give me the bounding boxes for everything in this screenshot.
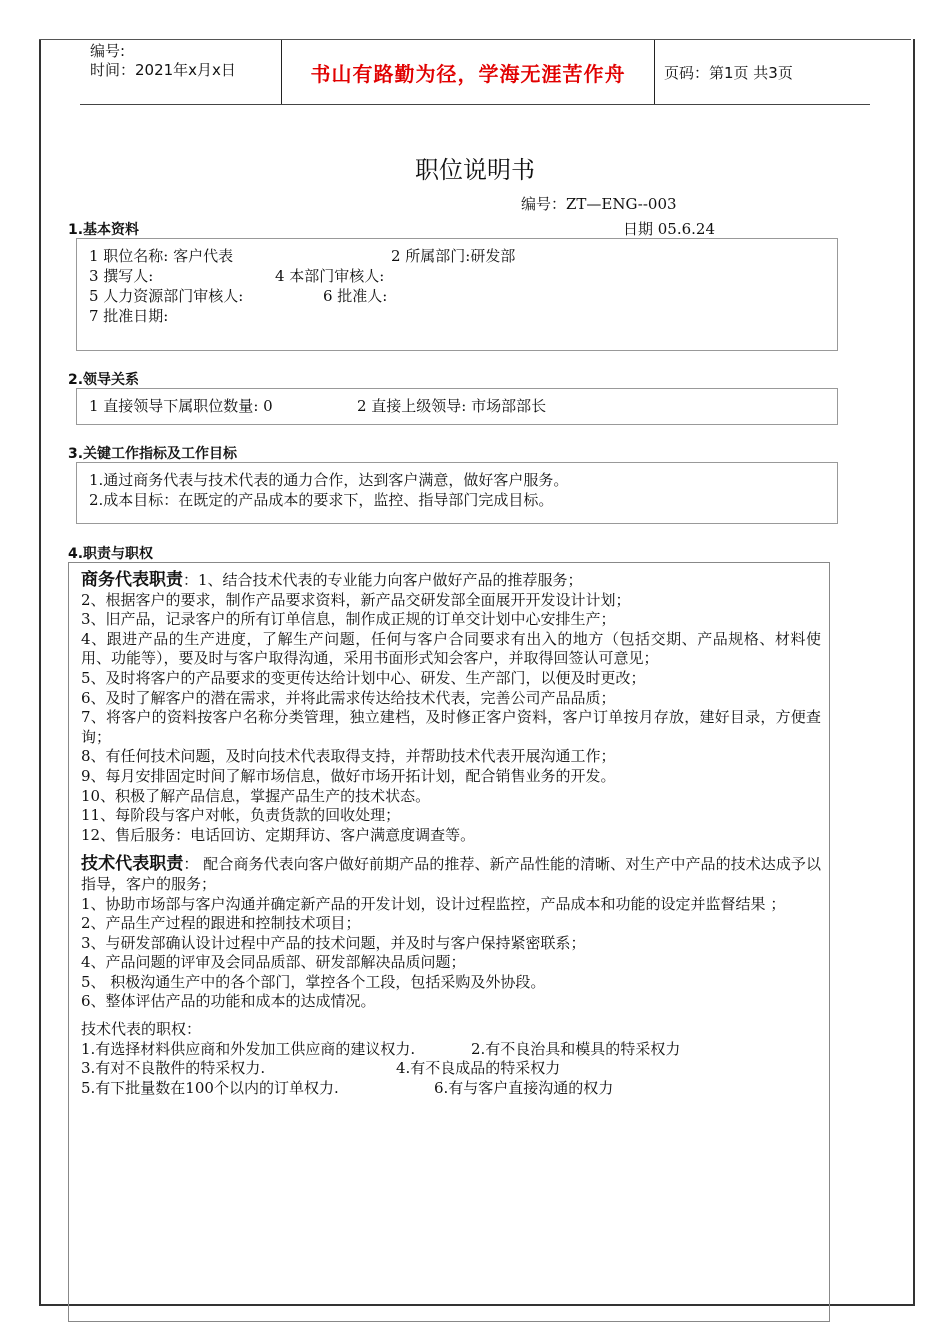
technical-duty-line: 1、协助市场部与客户沟通并确定新产品的开发计划，设计过程监控，产品成本和功能的设定并监督结果 ； [81,894,786,913]
business-duty-line: 8、有任何技术问题，及时向技术代表取得支持，并帮助技术代表开展沟通工作； [81,747,616,766]
page-info: 页码：第1页 共3页 [664,64,793,82]
technical-duty-line: 2、产品生产过程的跟进和控制技术项目； [81,914,361,933]
document-number-label: 编号: [90,42,126,60]
department: 2 所属部门:研发部 [391,247,516,265]
department-reviewer: 4 本部门审核人: [275,267,385,285]
leadership-box [76,388,838,425]
spacer [81,845,821,855]
document-time: 时间：2021年x月x日 [90,61,236,79]
business-duty-line: 11、每阶段与客户对帐，负责货款的回收处理； [81,806,401,825]
authority-item: 4.有不良成品的特采权力 [396,1059,561,1078]
technical-intro-line [81,855,821,894]
kpi-box [76,462,838,524]
section-basic-info-heading: 1.基本资料 [68,222,140,238]
kpi-item: 1.通过商务代表与技术代表的通力合作，达到客户满意，做好客户服务。 [89,471,569,489]
business-duty-line: 2、根据客户的要求，制作产品要求资料，新产品交研发部全面展开开发设计计划； [81,590,631,609]
technical-duties-title: 技术代表职责 [81,854,184,875]
direct-superior: 2 直接上级领导: 市场部部长 [357,397,547,415]
spacer [81,1012,821,1020]
business-duty-line: 10、积极了解产品信息，掌握产品生产的技术状态。 [81,786,431,805]
business-duty-line: 6、及时了解客户的潜在需求，并将此需求传达给技术代表，完善公司产品品质； [81,688,616,707]
subordinate-count: 1 直接领导下属职位数量: 0 [89,397,273,415]
hr-reviewer: 5 人力资源部门审核人: [89,287,244,305]
approver: 6 批准人: [323,287,388,305]
header-left [90,42,236,80]
section-leadership-heading: 2.领导关系 [68,372,140,388]
basic-info-box [76,238,838,351]
business-duty-text: ：1、结合技术代表的专业能力向客户做好产品的推荐服务； [183,571,583,589]
technical-duty-line: 3、与研发部确认设计过程中产品的技术问题，并及时与客户保持紧密联系； [81,933,586,952]
authority-item: 5.有下批量数在100个以内的订单权力. [81,1078,339,1097]
document-code: 编号：ZT—ENG--003 [521,195,677,213]
business-duty-line: 5、及时将客户的产品要求的变更传达给计划中心、研发、生产部门，以便及时更改； [81,668,646,687]
document-date: 日期 05.6.24 [623,220,716,238]
technical-duty-line: 6、整体评估产品的功能和成本的达成情况。 [81,992,376,1011]
business-duty-line: 4、跟进产品的生产进度，了解生产问题，任何与客户合同要求有出入的地方（包括交期、产品规格、材料使用、功能等），要及时与客户取得沟通，采用书面形式知会客户，并取得回签认可意见； [81,629,821,668]
authority-row [81,1059,821,1079]
authority-item: 2.有不良治具和模具的特采权力 [471,1039,681,1058]
approval-date: 7 批准日期: [89,307,169,325]
authority-row [81,1040,821,1060]
authority-title: 技术代表的职权： [81,1020,202,1039]
authority-item: 3.有对不良散件的特采权力. [81,1059,266,1078]
duties-box [68,562,830,1322]
technical-intro-text: ： 配合商务代表向客户做好前期产品的推荐、新产品性能的清晰、对生产中产品的技术达成予以指导，客户的服务； [81,855,821,893]
authority-item: 1.有选择材料供应商和外发加工供应商的建议权力. [81,1039,416,1058]
kpi-item: 2.成本目标：在既定的产品成本的要求下，监控、指导部门完成目标。 [89,491,554,509]
header-motto: 书山有路勤为径，学海无涯苦作舟 [281,40,655,104]
duties-content [81,571,821,1098]
business-duty-line: 12、售后服务：电话回访、定期拜访、客户满意度调查等。 [81,825,476,844]
technical-duty-line: 5、 积极沟通生产中的各个部门，掌控各个工段，包括采购及外协段。 [81,972,546,991]
writer: 3 撰写人: [89,267,154,285]
header-rule [80,104,870,105]
business-duty-line [81,571,821,591]
business-duty-line: 7、将客户的资料按客户名称分类管理，独立建档，及时修正客户资料，客户订单按月存放，建好目录，方便查询； [81,708,821,746]
business-duties-title: 商务代表职责 [81,570,183,590]
section-duties-heading: 4.职责与职权 [68,546,154,562]
authority-item: 6.有与客户直接沟通的权力 [434,1078,614,1097]
position-name: 1 职位名称: 客户代表 [89,247,234,265]
section-kpi-heading: 3.关键工作指标及工作目标 [68,446,238,462]
business-duty-line: 3、旧产品，记录客户的所有订单信息，制作成正规的订单交计划中心安排生产； [81,610,616,629]
authority-row [81,1079,821,1099]
business-duty-line: 9、每月安排固定时间了解市场信息，做好市场开拓计划，配合销售业务的开发。 [81,766,616,785]
technical-duty-line: 4、产品问题的评审及会同品质部、研发部解决品质问题； [81,953,466,972]
page-title: 职位说明书 [415,156,535,184]
